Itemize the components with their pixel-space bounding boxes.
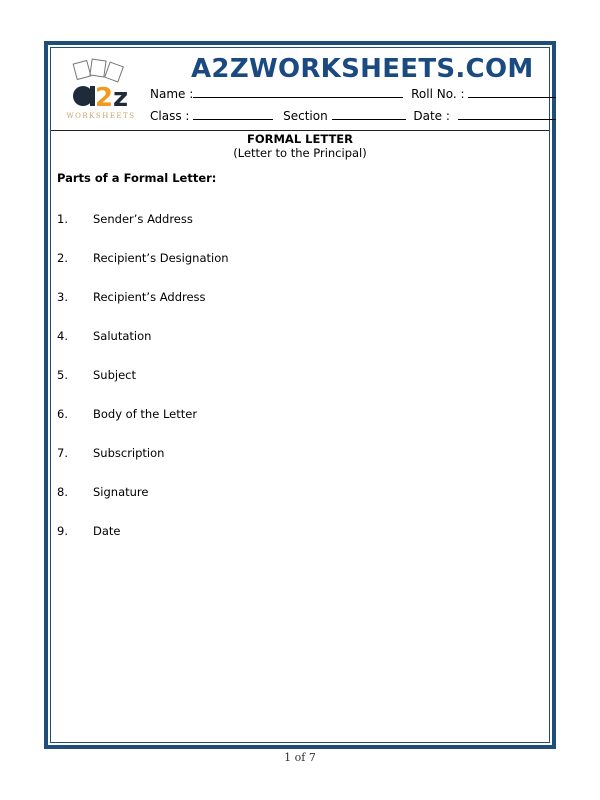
a2z-logo [61,58,141,122]
worksheet-header [51,48,549,131]
list-item: 3. Recipient’s Address [57,290,206,304]
roll-field[interactable] [468,86,556,98]
name-field[interactable] [193,86,403,98]
list-item: 6. Body of the Letter [57,407,198,421]
page-inner-border [50,47,550,743]
document-title-block [51,132,549,160]
svg-text:z: z [113,83,129,113]
site-title: A2ZWORKSHEETS.COM [191,54,534,84]
section-field[interactable] [332,108,406,120]
class-section-date-row [150,108,556,123]
logo-icon [61,58,141,122]
document-title: FORMAL LETTER [246,132,353,146]
document-subtitle: (Letter to the Principal) [233,146,367,160]
svg-text:WORKSHEETS: WORKSHEETS [66,112,136,120]
list-item: 5. Subject [57,368,136,382]
list-item: 8. Signature [57,485,149,499]
section-heading: Parts of a Formal Letter: [57,171,217,185]
svg-text:2: 2 [95,83,114,113]
list-item: 9. Date [57,524,121,538]
date-label: Date : [413,109,450,123]
list-item: 4. Salutation [57,329,152,343]
page-indicator: 1 of 7 [284,751,316,764]
page-border [44,41,556,749]
section-label: Section [283,109,328,123]
date-field[interactable] [458,108,556,120]
parts-list [57,212,229,563]
name-roll-row [150,86,556,101]
class-field[interactable] [193,108,273,120]
roll-label: Roll No. : [411,87,465,101]
list-item: 7. Subscription [57,446,165,460]
list-item: 1. Sender’s Address [57,212,193,226]
list-item: 2. Recipient’s Designation [57,251,229,265]
class-label: Class : [150,109,190,123]
name-label: Name : [150,87,194,101]
